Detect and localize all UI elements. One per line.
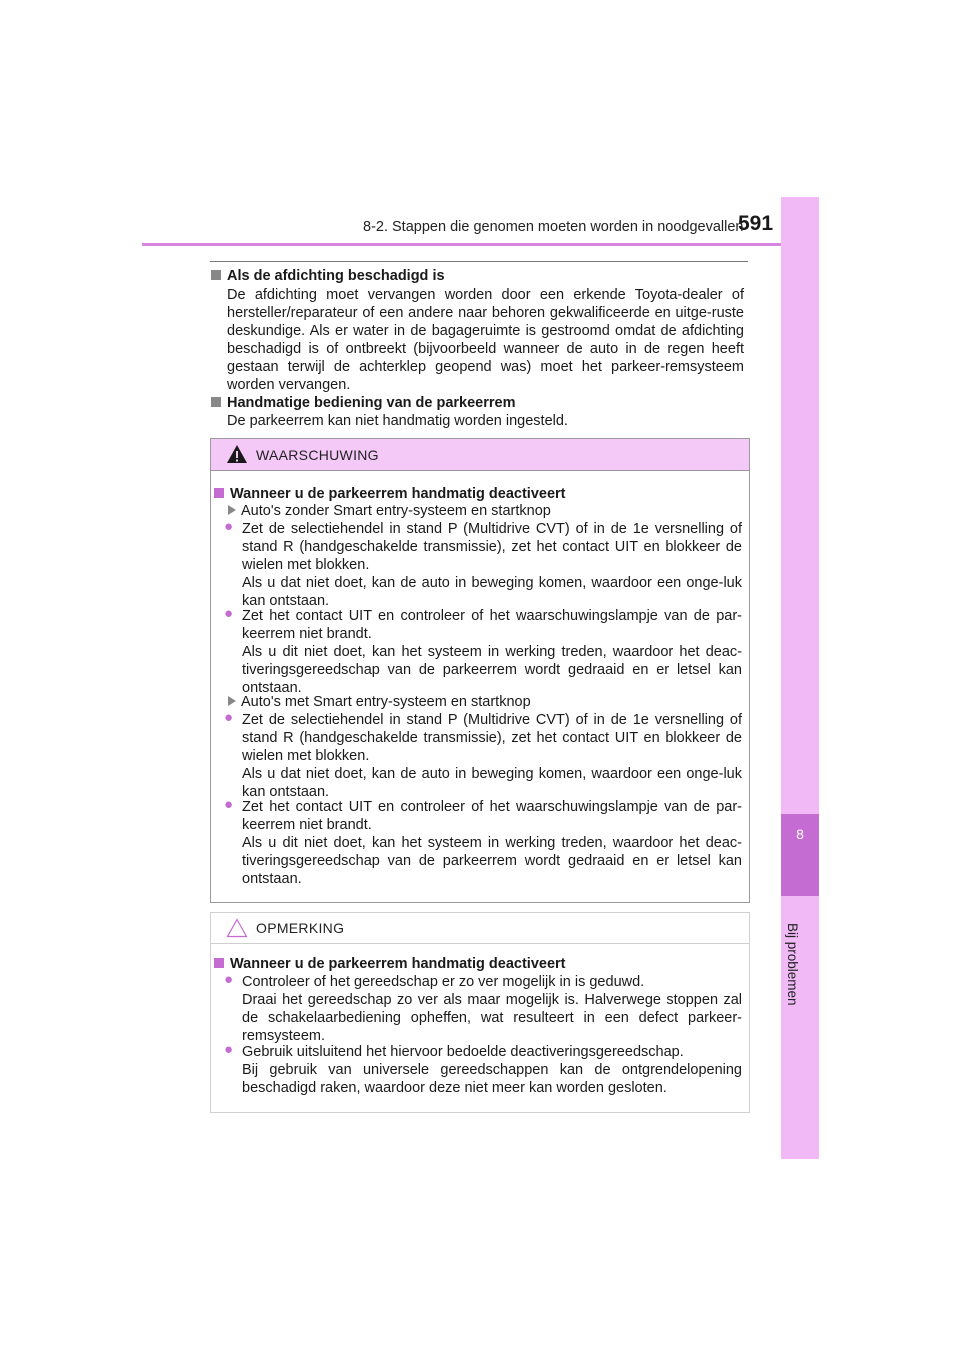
square-bullet-icon — [214, 958, 224, 968]
group-title-text: Auto's zonder Smart entry-systeem en startknop — [241, 503, 551, 519]
chapter-number: 8 — [796, 826, 804, 842]
section-heading-seal — [211, 267, 445, 285]
warning-item: Zet de selectiehendel in stand P (Multidrive CVT) of in de 1e versnelling of stand R (handgeschakelde transmissie), zet het contact UIT en blokkeer de wielen met blokken. — [242, 521, 742, 573]
chapter-side-tab — [781, 197, 819, 1159]
caution-outline-triangle-icon — [226, 918, 248, 938]
section-title: 8-2. Stappen die genomen moeten worden in noodgevallen — [363, 219, 744, 235]
chapter-name: Bij problemen — [785, 923, 800, 1006]
note-item: Controleer of het gereedschap er zo ver mogelijk in is geduwd. — [242, 974, 645, 990]
warning-item: Zet de selectiehendel in stand P (Multidrive CVT) of in de 1e versnelling of stand R (handgeschakelde transmissie), zet het contact UIT en blokkeer de wielen met blokken. — [242, 712, 742, 764]
warning-triangle-icon — [226, 444, 248, 464]
triangle-bullet-icon — [228, 505, 236, 515]
warning-item: Zet het contact UIT en controleer of het waarschuwingslampje van de par-keerrem niet brandt. — [242, 799, 742, 833]
section-heading-parking-brake — [211, 394, 515, 412]
circle-bullet-icon: ● — [224, 518, 234, 535]
group-title-text: Auto's met Smart entry-systeem en startknop — [241, 694, 531, 710]
circle-bullet-icon: ● — [224, 709, 234, 726]
note-item-note: Draai het gereedschap zo ver als maar mogelijk is. Halverwege stoppen zal de schakelaarbediening opheffen, wat resulteert in een defect parkeer-remsysteem. — [242, 992, 742, 1044]
warning-item: Zet het contact UIT en controleer of het waarschuwingslampje van de par-keerrem niet brandt. — [242, 608, 742, 642]
square-bullet-icon — [211, 397, 221, 407]
square-bullet-icon — [211, 270, 221, 280]
note-heading — [214, 955, 566, 973]
triangle-bullet-icon — [228, 696, 236, 706]
circle-bullet-icon: ● — [224, 605, 234, 622]
circle-bullet-icon: ● — [224, 971, 234, 988]
note-heading-text: Wanneer u de parkeerrem handmatig deactiveert — [230, 956, 566, 972]
header-rule — [142, 243, 819, 246]
warning-item-note: Als u dat niet doet, kan de auto in beweging komen, waardoor een onge-luk kan ontstaan. — [242, 766, 742, 800]
warning-heading — [214, 485, 566, 503]
section-heading-text: Handmatige bediening van de parkeerrem — [227, 395, 516, 411]
note-item-note: Bij gebruik van universele gereedschappen kan de ontgrendelopening beschadigd raken, waardoor deze niet meer kan worden gesloten. — [242, 1062, 742, 1096]
section-paragraph-seal: De afdichting moet vervangen worden door een erkende Toyota-dealer of hersteller/reparateur of een andere naar behoren gekwalificeerde en uitge-ruste deskundige. Als er water in de bagageruimte is gestroomd omdat de afdichting beschadigd is of ontbreekt (bijvoorbeeld wanneer de auto in de regen heeft gestaan terwijl de achterklep geopend was) moet het parkeer-remsysteem worden vervangen. — [227, 287, 744, 393]
page-number: 591 — [738, 212, 774, 235]
warning-item-note: Als u dat niet doet, kan de auto in beweging komen, waardoor een onge-luk kan ontstaan. — [242, 575, 742, 609]
square-bullet-icon — [214, 488, 224, 498]
warning-group-title — [228, 693, 531, 711]
circle-bullet-icon: ● — [224, 796, 234, 813]
section-heading-text: Als de afdichting beschadigd is — [227, 268, 445, 284]
warning-item-note: Als u dit niet doet, kan het systeem in werking treden, waardoor het deac-tiveringsgereedschap van de parkeerrem wordt gedraaid en er letsel kan ontstaan. — [242, 644, 742, 696]
warning-heading-text: Wanneer u de parkeerrem handmatig deactiveert — [230, 486, 566, 502]
content-top-rule — [210, 261, 748, 262]
note-label: OPMERKING — [256, 920, 345, 936]
section-paragraph-parking-brake: De parkeerrem kan niet handmatig worden ingesteld. — [227, 413, 568, 429]
note-header-rule — [211, 943, 749, 944]
circle-bullet-icon: ● — [224, 1041, 234, 1058]
warning-group-title — [228, 502, 551, 520]
warning-label: WAARSCHUWING — [256, 447, 379, 463]
warning-item-note: Als u dit niet doet, kan het systeem in werking treden, waardoor het deac-tiveringsgereedschap van de parkeerrem wordt gedraaid en er letsel kan ontstaan. — [242, 835, 742, 887]
note-item: Gebruik uitsluitend het hiervoor bedoelde deactiveringsgereedschap. — [242, 1044, 684, 1060]
